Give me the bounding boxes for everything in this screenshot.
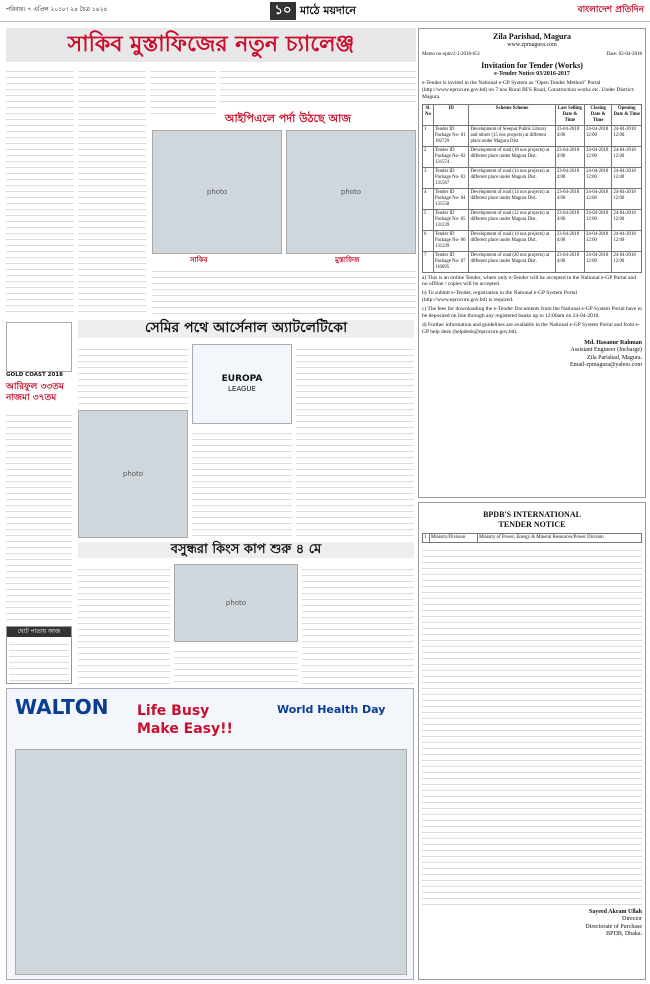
article-body-col-4: [220, 66, 416, 106]
table-cell: Tender ID Package No- 01 182729: [433, 125, 469, 146]
table-cell: 24-04-2018 12:00: [612, 167, 642, 188]
tender-a-title: Zila Parishad, Magura: [492, 32, 571, 41]
table-cell: 24-04-2018 12:00: [612, 251, 642, 272]
table-cell: Ministry/Division: [429, 534, 477, 543]
page-date-label: পরিবার। ৭ এপ্রিল ২০১৮। ২৪ চৈত্র ১৪২৪: [6, 6, 108, 13]
table-cell: 23-04-2018 4:00: [555, 188, 584, 209]
table-cell: 23-04-2018 4:00: [555, 209, 584, 230]
table-cell: 5: [423, 209, 434, 230]
tender-b-table-rest: [422, 545, 642, 905]
tender-a-signer-title: Assistant Engineer (Incharge): [570, 347, 642, 353]
bashundhara-photo: photo: [174, 564, 298, 642]
ipl-body: [152, 266, 416, 316]
tender-a-note: c) The fees for downloading the e-Tender Documents from the National e-GP System Portal have to be deposited on line through any registered banks up to 12:00am on 24-04-2018.: [422, 306, 643, 319]
table-row: [423, 251, 642, 272]
tender-a-signer-org: Zila Parishad, Magura.: [587, 354, 642, 361]
table-cell: 23-04-2018 4:00: [555, 230, 584, 251]
table-cell: Tender ID Package No- 06 131239: [433, 230, 469, 251]
small-box-body: [9, 639, 69, 683]
article-body-col-3: [150, 66, 216, 116]
table-cell: Tender ID Package No- 07 110095: [433, 251, 469, 272]
tender-a-col-header: Sl. No: [423, 104, 434, 125]
table-cell: 24-04-2018 12:00: [612, 188, 642, 209]
table-cell: 3: [423, 167, 434, 188]
table-row: [423, 188, 642, 209]
table-cell: Development of road (20 nos projects) at different place under Magura Dist.: [469, 251, 555, 272]
table-cell: 24-04-2018 12:00: [612, 146, 642, 167]
table-cell: 24-04-2018 12:00: [584, 125, 611, 146]
walton-advertisement: [6, 688, 414, 980]
table-cell: 24-04-2018 12:00: [584, 167, 611, 188]
tender-a-col-header: Last Selling Date & Time: [555, 104, 584, 125]
europa-sub: LEAGUE: [228, 385, 256, 394]
table-cell: 24-04-2018 12:00: [584, 209, 611, 230]
table-cell: 24-04-2018 12:00: [612, 230, 642, 251]
page-header: [0, 0, 650, 22]
tender-a-note: d) Further information and guidelines are available in the National e-GP System Portal and from e-GP help desk (helpdesk@eprocure.gov.bd).: [422, 321, 640, 335]
table-cell: 1: [423, 534, 430, 543]
gold-coast-logo: [6, 322, 72, 372]
tender-b-table: [422, 533, 642, 543]
table-cell: 2: [423, 146, 434, 167]
table-row: [423, 125, 642, 146]
walton-tagline2: Make Easy!!: [137, 721, 233, 737]
page-number: ১০: [270, 2, 296, 20]
main-headline: সাকিব মুস্তাফিজের নতুন চ্যালেঞ্জ: [6, 28, 416, 62]
table-cell: 23-04-2018 4:00: [555, 251, 584, 272]
newspaper-brand: বাংলাদেশ প্রতিদিন: [577, 5, 644, 15]
gold-coast-lede: আরিফুল ৩৩তম নাজমা ৩৭তম: [6, 382, 64, 404]
walton-tagline: Life Busy: [137, 703, 210, 719]
tender-a-signer: Md. Hasanur Rahman: [584, 339, 642, 346]
table-row: [423, 230, 642, 251]
tender-a-col-header: Scheme Scheme: [469, 104, 555, 125]
tender-a-note: b) To submit e-Tender, registration in the National e-GP System Portal (http://www.eprocure.gov.bd) is required.: [422, 290, 577, 304]
table-row: [423, 146, 642, 167]
health-day-label: World Health Day: [277, 703, 386, 716]
tender-a-col-header: ID: [433, 104, 469, 125]
tender-a-col-header: Closing Date & Time: [584, 104, 611, 125]
table-cell: 23-04-2018 4:00: [555, 146, 584, 167]
article-body-col-2: [78, 66, 146, 316]
griezmann-photo: photo: [78, 410, 188, 538]
player-photo-sakib: photo: [152, 130, 282, 254]
table-cell: Development of road (14 nos projects) at different place under Magura Dist.: [469, 167, 555, 188]
table-cell: 24-04-2018 12:00: [584, 188, 611, 209]
table-cell: 24-04-2018 12:00: [612, 209, 642, 230]
walton-brand: WALTON: [15, 695, 109, 719]
tender-a-date: Date: 02-04-2018: [606, 51, 642, 57]
table-cell: 24-04-2018 12:00: [584, 251, 611, 272]
semi-body-3: [296, 344, 414, 538]
europa-label: EUROPA: [221, 374, 263, 384]
tender-b-signer-org: Directorate of Purchase: [585, 923, 642, 930]
tender-a-subheading: e-Tender Notice 03/2016-2017: [494, 70, 570, 77]
table-row: [423, 209, 642, 230]
tender-a-col-header: Opening Date & Time: [612, 104, 642, 125]
table-cell: Tender ID Package No- 05 131239: [433, 209, 469, 230]
table-cell: Development of road (12 nos projects) at different place under Magura Dist.: [469, 209, 555, 230]
tender-b-signer: Sayeed Akram Ullah: [588, 908, 642, 915]
caption-sakib: সাকিব: [190, 256, 208, 264]
europa-league-logo: [192, 344, 292, 424]
tender-a-memo: Memo no-zpm/2-1/2018-651: [422, 51, 481, 57]
table-cell: 24-04-2018 12:00: [612, 125, 642, 146]
table-cell: 6: [423, 230, 434, 251]
player-photo-mustafiz: photo: [286, 130, 416, 254]
table-cell: 1: [423, 125, 434, 146]
semi-headline: সেমির পথে আর্সেনাল অ্যাটলেটিকো: [78, 320, 414, 338]
table-cell: 23-04-2018 4:00: [555, 167, 584, 188]
tender-b-signer-title: Director: [622, 916, 642, 923]
tender-b-title: BPDB'S INTERNATIONAL: [483, 510, 581, 519]
article-body-col-1: [6, 66, 74, 316]
bashundhara-body-2: [174, 646, 298, 684]
tender-a-signer-email: Email-zpmagura@yahoo.com: [570, 362, 642, 368]
table-cell: 7: [423, 251, 434, 272]
table-cell: Development of road (18 nos projects) at different place under Magura Dist.: [469, 146, 555, 167]
tender-a-para: e-Tender is invited in the National e-GP System as "Open Tender Method" Portal (http://www.eprocure.gov.bd) on 7 nos Rural BFS Road, Construction works etc. Under District: Magura.: [422, 80, 635, 100]
table-cell: Development of road (14 nos projects) at different place under Magura Dist.: [469, 230, 555, 251]
gold-coast-title: GOLD COAST 2018: [6, 372, 63, 378]
bashundhara-body-1: [78, 564, 170, 684]
walton-product-image: [15, 749, 407, 975]
table-cell: 24-04-2018 12:00: [584, 230, 611, 251]
section-title: মাঠে ময়দানে: [300, 4, 356, 17]
table-cell: Tender ID Package No- 02 131574: [433, 146, 469, 167]
table-cell: 4: [423, 188, 434, 209]
tender-b-title2: TENDER NOTICE: [498, 520, 566, 529]
semi-body-2: [192, 428, 292, 538]
table-cell: Tender ID Package No- 04 131558: [433, 188, 469, 209]
bashundhara-headline: বসুন্ধরা কিংস কাপ শুরু ৪ মে: [78, 542, 414, 558]
table-cell: 24-04-2018 12:00: [584, 146, 611, 167]
tender-notice-zila-parishad: [418, 28, 646, 498]
table-cell: Ministry of Power, Energy & Mineral Resources/Power Division: [477, 534, 641, 543]
semi-body-1: [78, 344, 188, 404]
tender-b-signer-org2: BPDB, Dhaka.: [606, 931, 642, 938]
table-cell: Tender ID Package No- 03 131567: [433, 167, 469, 188]
table-cell: 23-04-2018 4:00: [555, 125, 584, 146]
tender-a-note: a) This is an online Tender, where only e-Tender will be accepted in the National e-GP Portal and no offline / copies will be accepted.: [422, 274, 636, 288]
bashundhara-body-3: [302, 564, 414, 684]
table-row: [423, 167, 642, 188]
small-box-title: ছোট পাতায় আজ: [7, 627, 71, 637]
gold-coast-body: [6, 410, 72, 620]
ipl-subhead: আইপিএলে পর্দা উঠছে আজ: [224, 112, 352, 125]
caption-mustafiz: মুস্তাফিজ: [335, 256, 360, 264]
table-cell: Development of road (14 nos projects) at different place under Magura Dist.: [469, 188, 555, 209]
tender-a-table: [422, 104, 642, 273]
table-cell: Development of Sreepur Public Library and others (15 nos projects) at different place under Magura Dist.: [469, 125, 555, 146]
table-row: [423, 534, 642, 543]
small-box: [6, 626, 72, 684]
tender-a-website: www.zpmagura.com: [507, 42, 557, 48]
tender-a-heading: Invitation for Tender (Works): [481, 60, 583, 70]
tender-notice-bpdb: [418, 502, 646, 980]
